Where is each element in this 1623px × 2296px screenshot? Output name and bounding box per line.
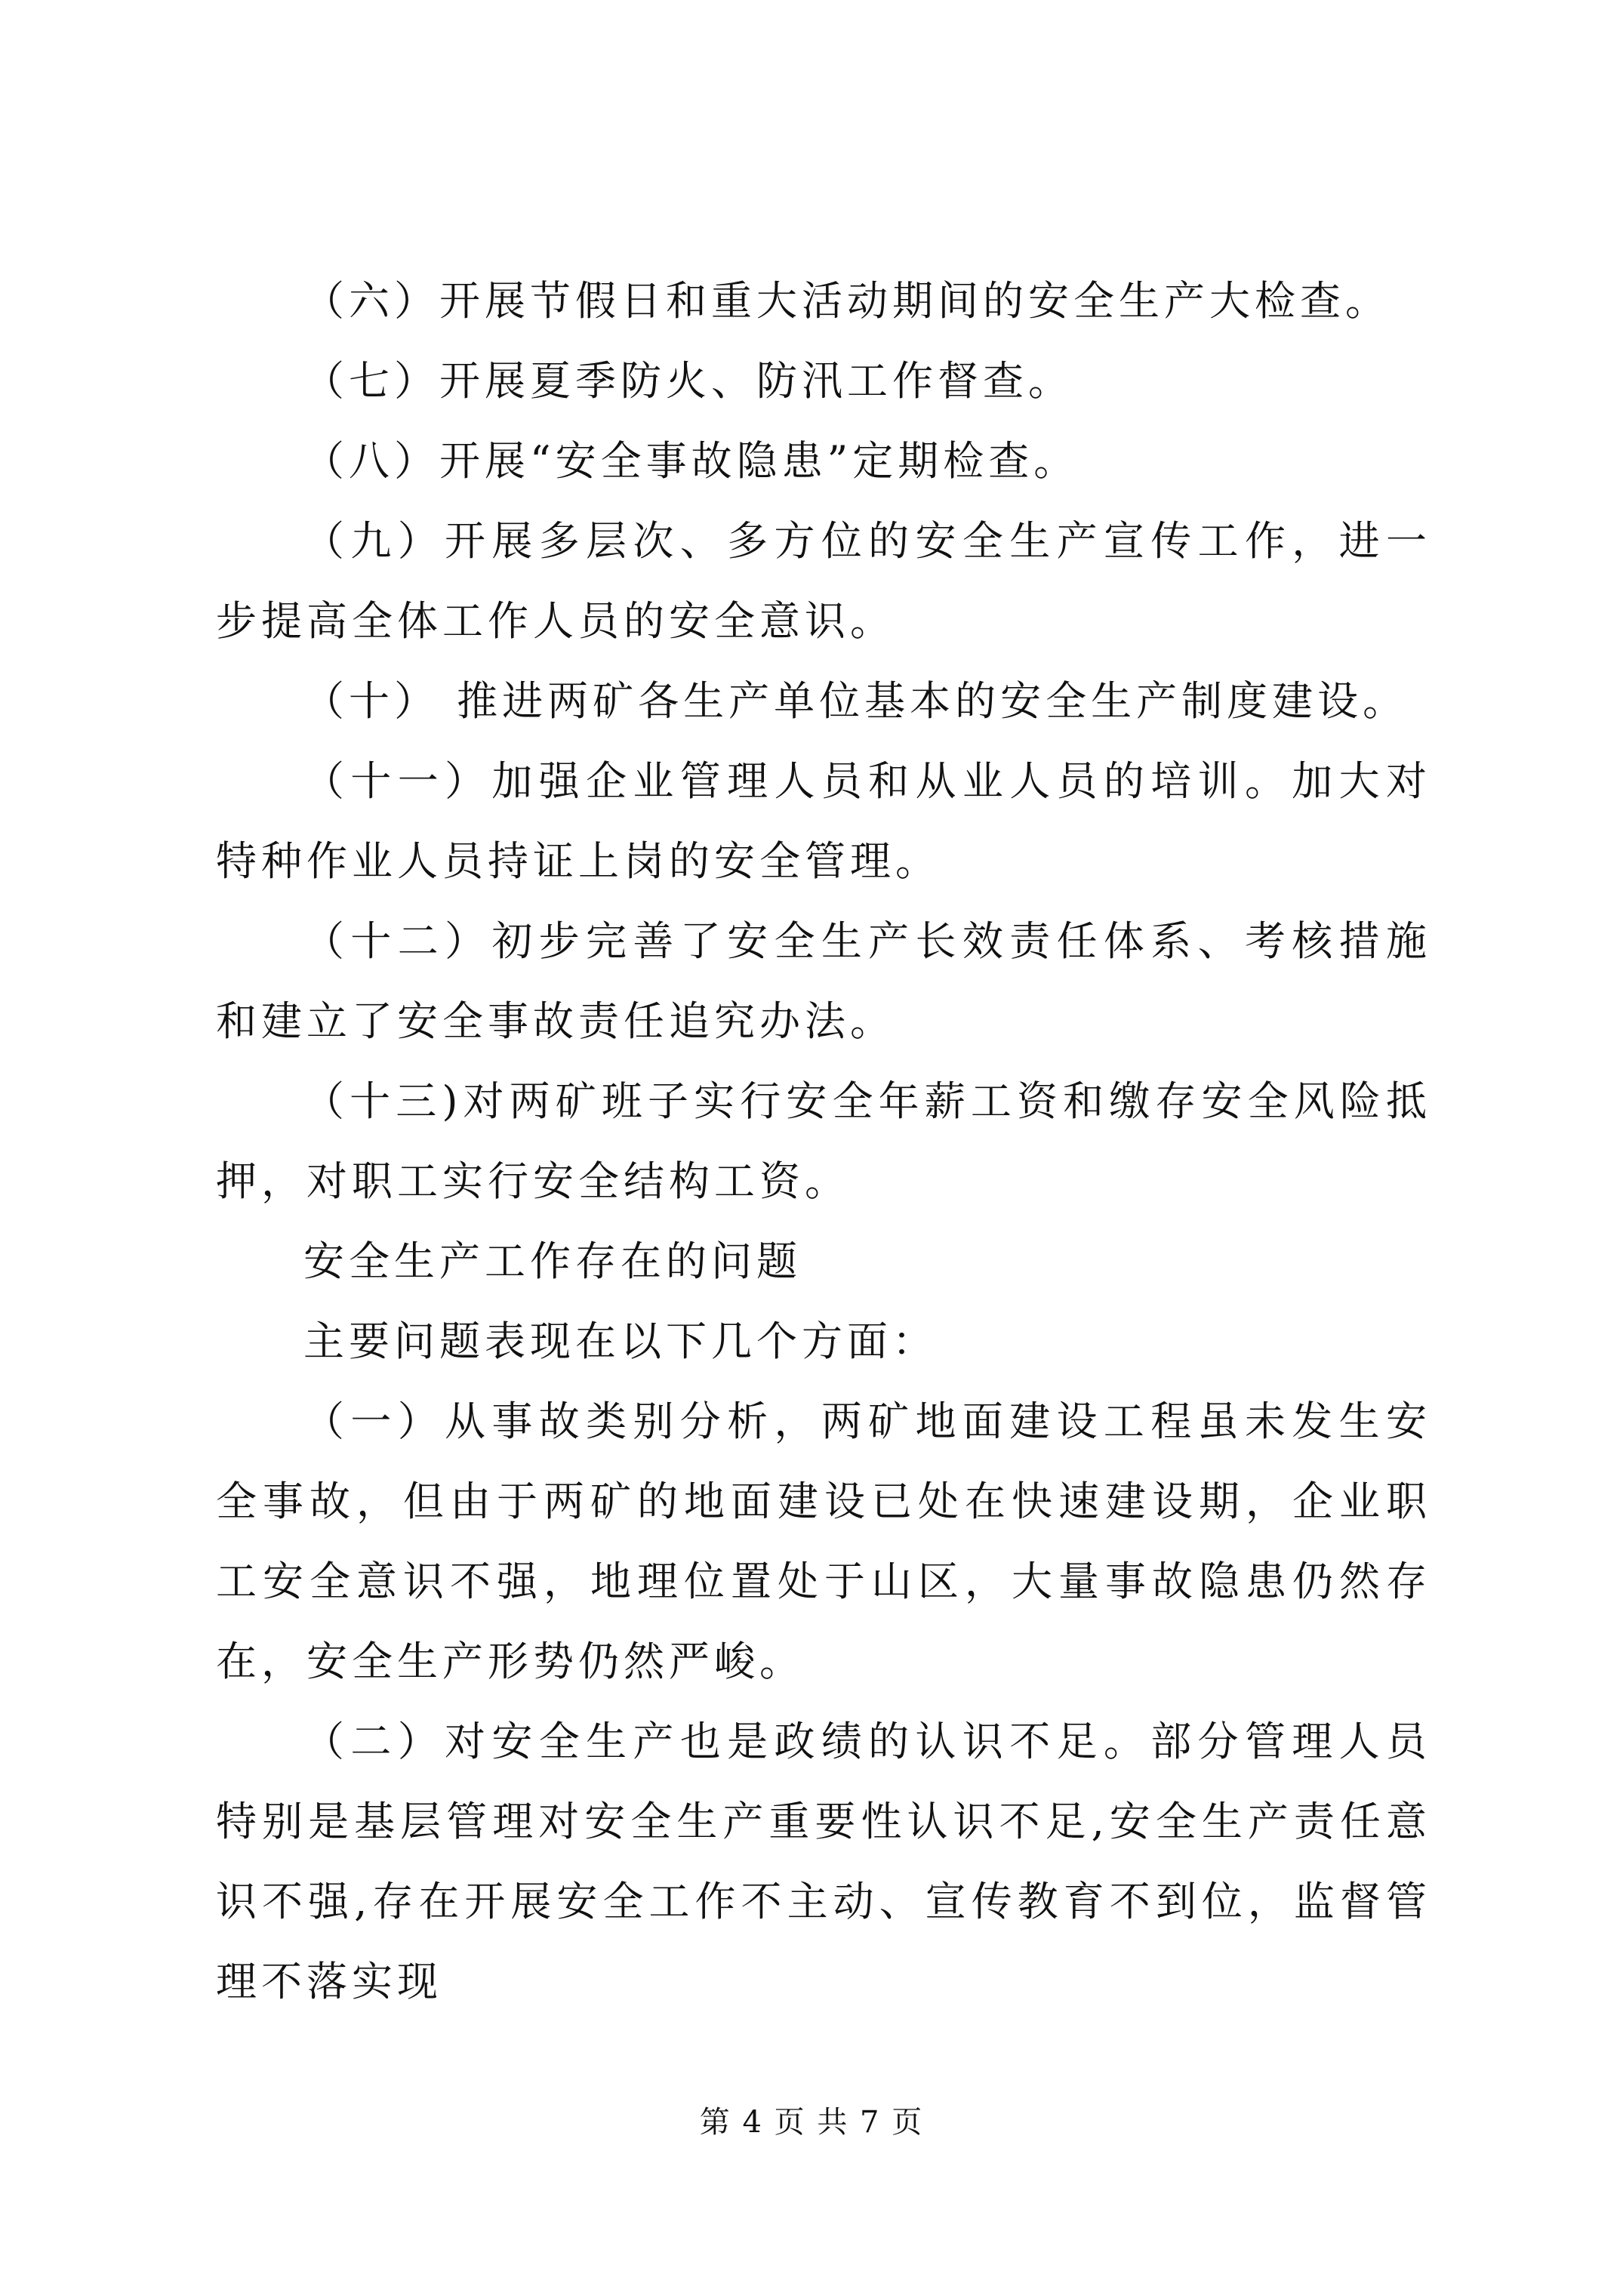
paragraph-10: （十） 推进两矿各生产单位基本的安全生产制度建设。 [303, 677, 1409, 725]
paragraph-13: （十三)对两矿班子实行安全年薪工资和缴存安全风险抵押，对职工实行安全结构工资。 [216, 1077, 1431, 1205]
paragraph-7: （七）开展夏季防火、防汛工作督查。 [303, 357, 1073, 405]
problem-2: （二）对安全生产也是政绩的认识不足。部分管理人员特别是基层管理对安全生产重要性认识不足,安全生产责任意识不强,存在开展安全工作不主动、宣传教育不到位，监督管理不落实现 [216, 1718, 1431, 2005]
document-body [216, 261, 1431, 2022]
paragraph-9: （九）开展多层次、多方位的安全生产宣传工作，进一步提高全体工作人员的安全意识。 [216, 517, 1431, 645]
problems-intro: 主要问题表现在以下几个方面： [303, 1318, 938, 1365]
page-footer [0, 2103, 1623, 2141]
paragraph-6: （六）开展节假日和重大活动期间的安全生产大检查。 [303, 277, 1390, 325]
paragraph-12: （十二）初步完善了安全生产长效责任体系、考核措施和建立了安全事故责任追究办法。 [216, 917, 1431, 1045]
paragraph-8: （八）开展“安全事故隐患”定期检查。 [303, 437, 1079, 485]
section-heading-problems: 安全生产工作存在的问题 [303, 1237, 802, 1285]
problem-1: （一）从事故类别分析，两矿地面建设工程虽未发生安全事故，但由于两矿的地面建设已处在快速建设期，企业职工安全意识不强，地理位置处于山区，大量事故隐患仍然存在，安全生产形势仍然严峻。 [216, 1398, 1431, 1685]
page-number-label: 第 4 页 共 7 页 [699, 2105, 924, 2140]
paragraph-11: （十一）加强企业管理人员和从业人员的培训。加大对特种作业人员持证上岗的安全管理。 [216, 757, 1431, 885]
